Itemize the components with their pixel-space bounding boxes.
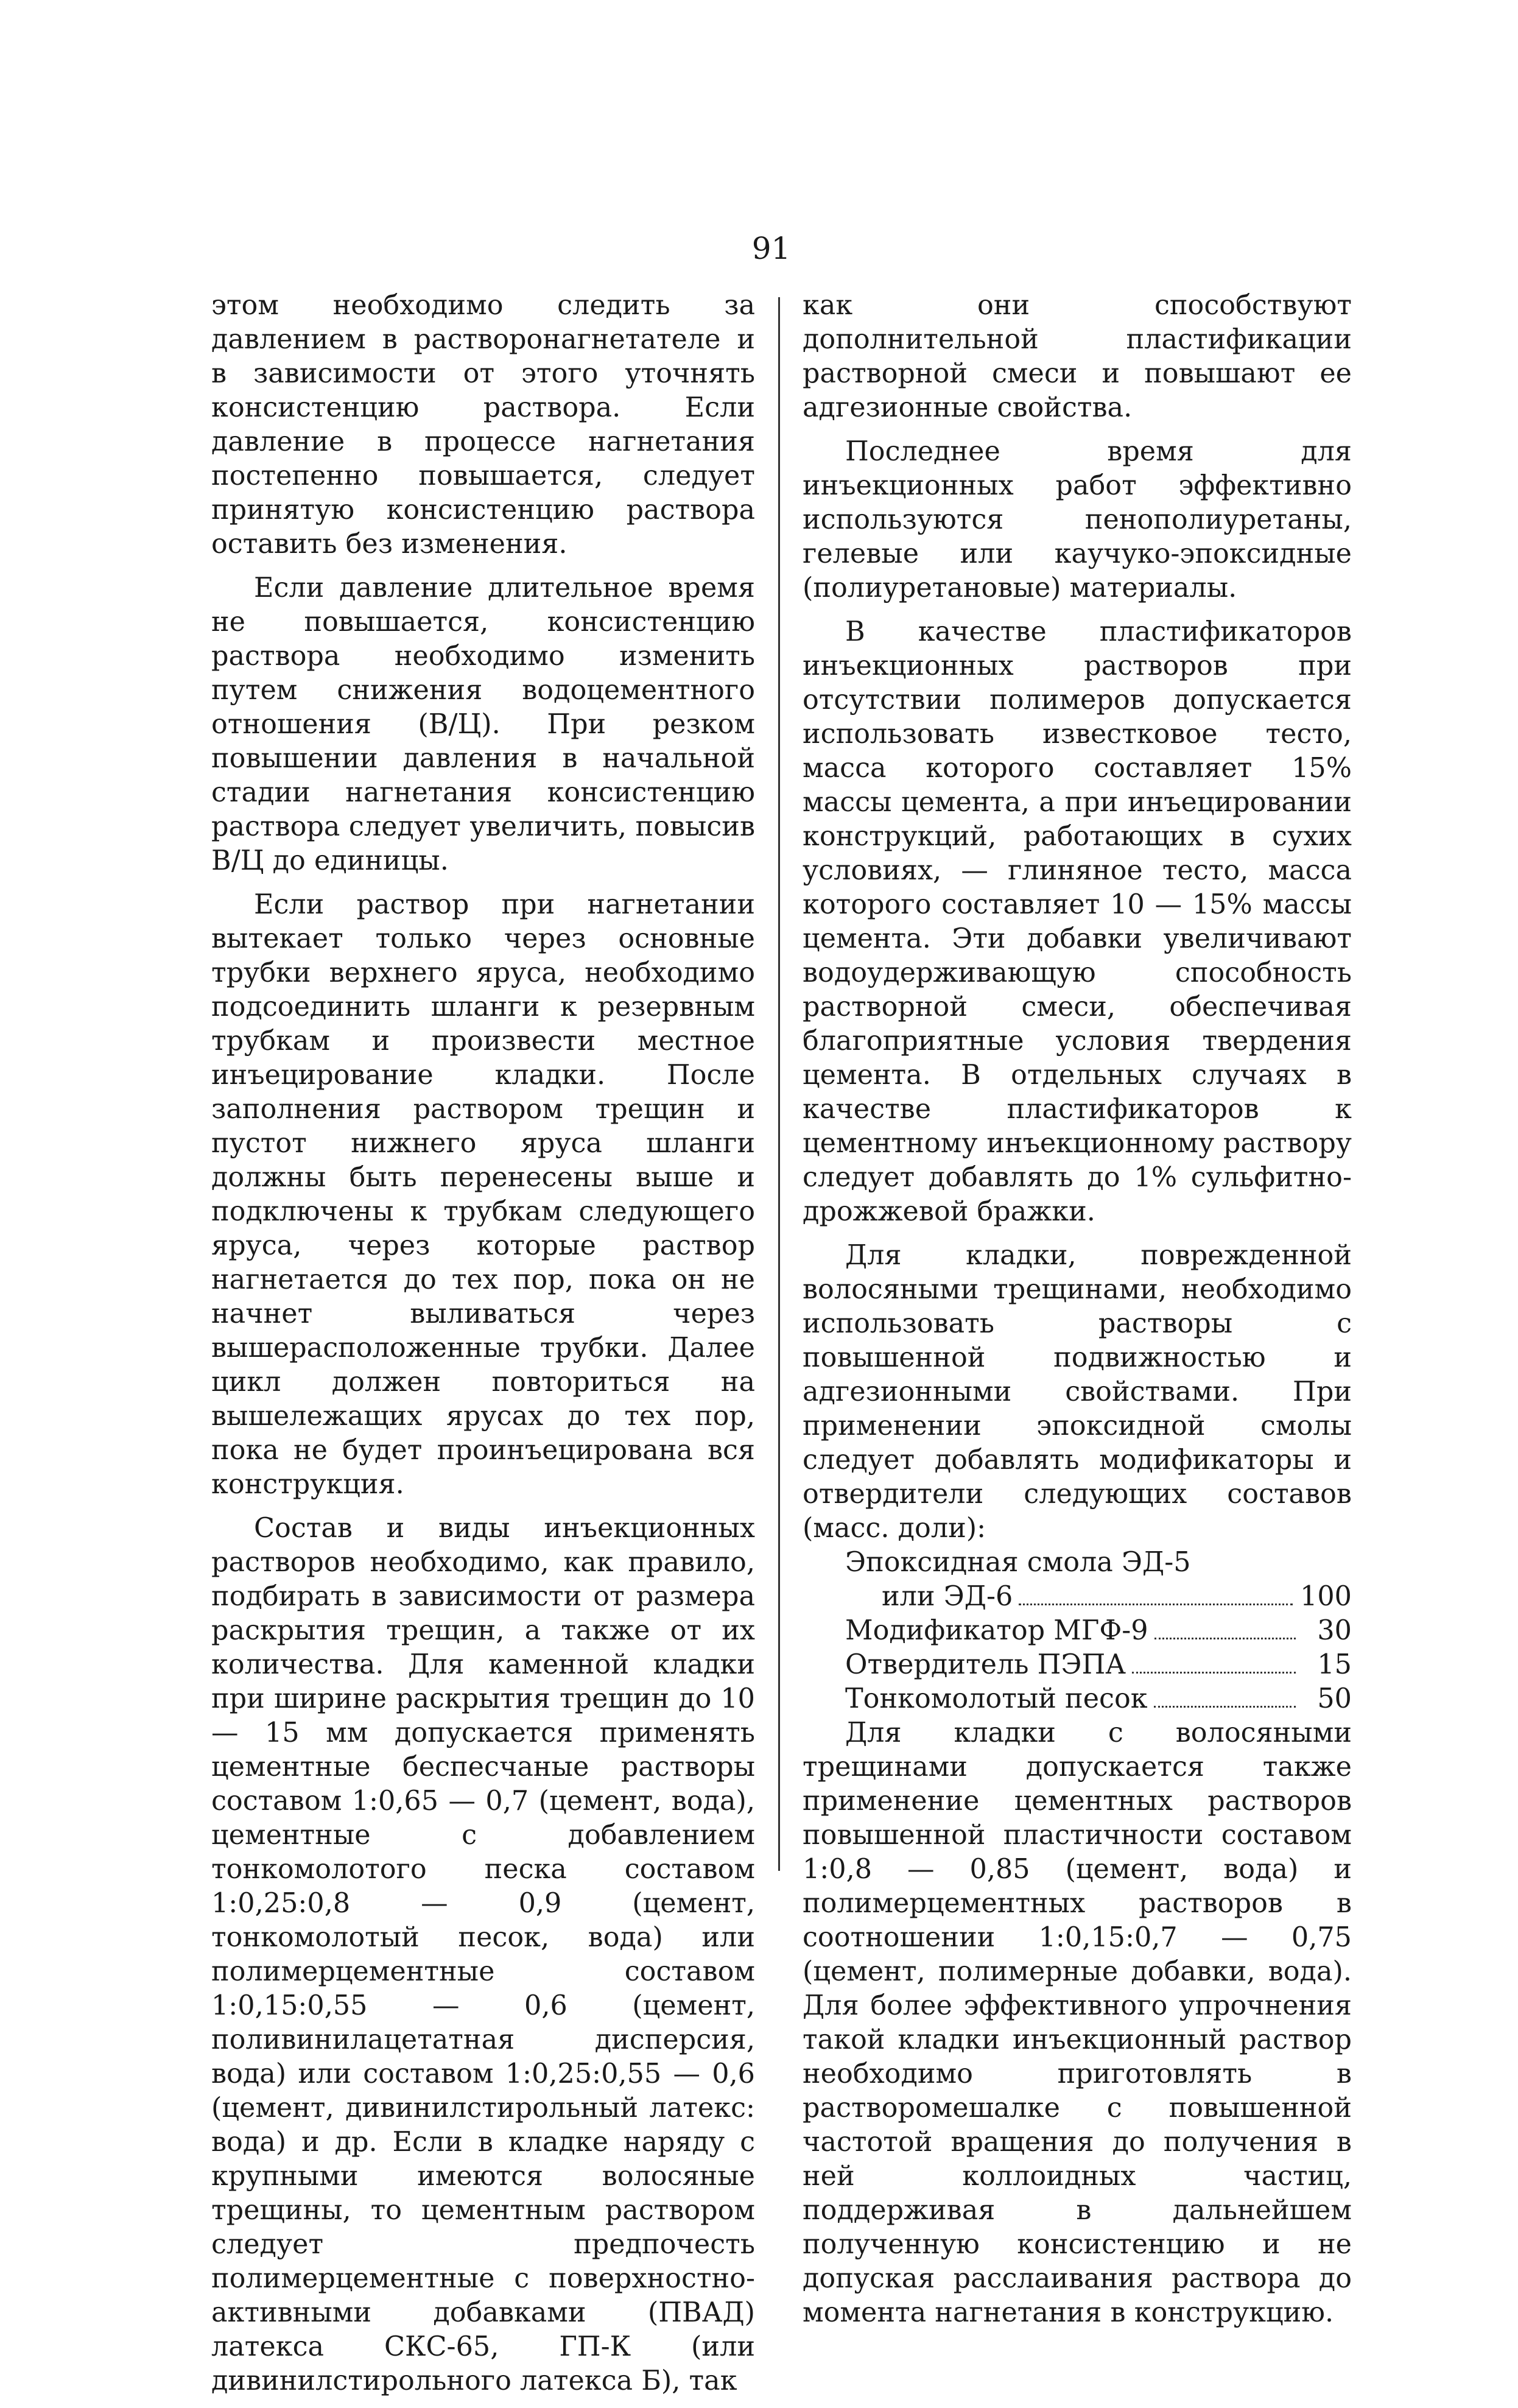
composition-item-value: 30 xyxy=(1317,1615,1352,1646)
composition-item-value: 50 xyxy=(1317,1683,1352,1714)
composition-item xyxy=(803,1614,1352,1648)
paragraph: Последнее время для инъекционных работ эффективно используются пенополиуретаны, гелевые или каучуко-эпоксидные (полиуретановые) материалы. xyxy=(803,436,1352,604)
page-number: 91 xyxy=(751,231,791,266)
composition-item-name: Тонкомолотый песок xyxy=(845,1683,1148,1714)
paragraph: этом необходимо следить за давлением в растворонагнетателе и в зависимости от этого уточнять консистенцию раствора. Если давление в процессе нагнетания постепенно повышается, следует принятую консистенцию раствора оставить без изменения. xyxy=(211,290,755,560)
composition-item xyxy=(803,1682,1352,1716)
composition-item-value: 15 xyxy=(1317,1649,1352,1680)
paragraph: как они способствуют дополнительной пластификации растворной смеси и повышают ее адгезионные свойства. xyxy=(803,290,1352,423)
composition-title: Эпоксидная смола ЭД-5 xyxy=(845,1547,1191,1578)
paragraph: Если давление длительное время не повышается, консистенцию раствора необходимо изменить путем снижения водоцементного отношения (В/Ц). При резком повышении давления в начальной стадии нагнетания консистенцию раствора следует увеличить, повысив В/Ц до единицы. xyxy=(211,572,755,876)
composition-item-name: Отвердитель ПЭПА xyxy=(845,1649,1126,1680)
paragraph: В качестве пластификаторов инъекционных растворов при отсутствии полимеров допускается использовать известковое тесто, масса которого составляет 15% массы цемента, а при инъецировании конструкций, работающих в сухих условиях, — глиняное тесто, масса которого составляет 10 — 15% массы цемента. Эти добавки увеличивают водоудерживающую способность растворной смеси, обеспечивая благоприятные условия твердения цемента. В отдельных случаях в качестве пластификаторов к цементному инъекционному раствору следует добавлять до 1% сульфитно-дрожжевой бражки. xyxy=(803,616,1352,1227)
composition-item-name: или ЭД-6 xyxy=(882,1581,1013,1612)
composition-list xyxy=(803,1546,1352,1716)
composition-item-name: Модификатор МГФ-9 xyxy=(845,1615,1148,1646)
paragraph: Для кладки с волосяными трещинами допускается также применение цементных растворов повышенной пластичности составом 1:0,8 — 0,85 (цемент, вода) и полимерцементных растворов в соотношении 1:0,15:0,7 — 0,75 (цемент, полимерные добавки, вода). Для более эффективного упрочнения такой кладки инъекционный раствор необходимо приготовлять в растворомешалке с повышенной частотой вращения до получения в ней коллоидных частиц, поддерживая в дальнейшем полученную консистенцию и не допуская расслаивания раствора до момента нагнетания в конструкцию. xyxy=(803,1717,1352,2328)
dot-leader xyxy=(1154,1705,1296,1708)
dot-leader xyxy=(1132,1671,1296,1674)
composition-item xyxy=(803,1580,1352,1614)
column-divider xyxy=(778,297,780,1871)
paragraph: Состав и виды инъекционных растворов необходимо, как правило, подбирать в зависимости от размера раскрытия трещин, а также от их количества. Для каменной кладки при ширине раскрытия трещин до 10 — 15 мм допускается применять цементные беспесчаные растворы составом 1:0,65 — 0,7 (цемент, вода), цементные с добавлением тонкомолотого песка составом 1:0,25:0,8 — 0,9 (цемент, тонкомолотый песок, вода) или полимерцементные составом 1:0,15:0,55 — 0,6 (цемент, поливинилацетатная дисперсия, вода) или составом 1:0,25:0,55 — 0,6 (цемент, дивинилстирольный латекс: вода) и др. Если в кладке наряду с крупными имеются волосяные трещины, то цементным раствором следует предпочесть полимерцементные с поверхностно-активными добавками (ПВАД) латекса СКС-65, ГП-К (или дивинилстирольного латекса Б), так xyxy=(211,1513,755,2396)
paragraph: Если раствор при нагнетании вытекает только через основные трубки верхнего яруса, необходимо подсоединить шланги к резервным трубкам и произвести местное инъецирование кладки. После заполнения раствором трещин и пустот нижнего яруса шланги должны быть перенесены выше и подключены к трубкам следующего яруса, через которые раствор нагнетается до тех пор, пока он не начнет выливаться через вышерасположенные трубки. Далее цикл должен повториться на вышележащих ярусах до тех пор, пока не будет проинъецирована вся конструкция. xyxy=(211,889,755,1500)
dot-leader xyxy=(1019,1603,1293,1605)
dot-leader xyxy=(1154,1637,1296,1639)
composition-item-value: 100 xyxy=(1300,1581,1352,1612)
composition-item xyxy=(803,1648,1352,1682)
paragraph: Для кладки, поврежденной волосяными трещинами, необходимо использовать растворы с повышенной подвижностью и адгезионными свойствами. При применении эпоксидной смолы следует добавлять модификаторы и отвердители следующих составов (масс. доли): xyxy=(803,1240,1352,1544)
right-column xyxy=(803,289,1352,2340)
left-column xyxy=(211,289,755,2408)
